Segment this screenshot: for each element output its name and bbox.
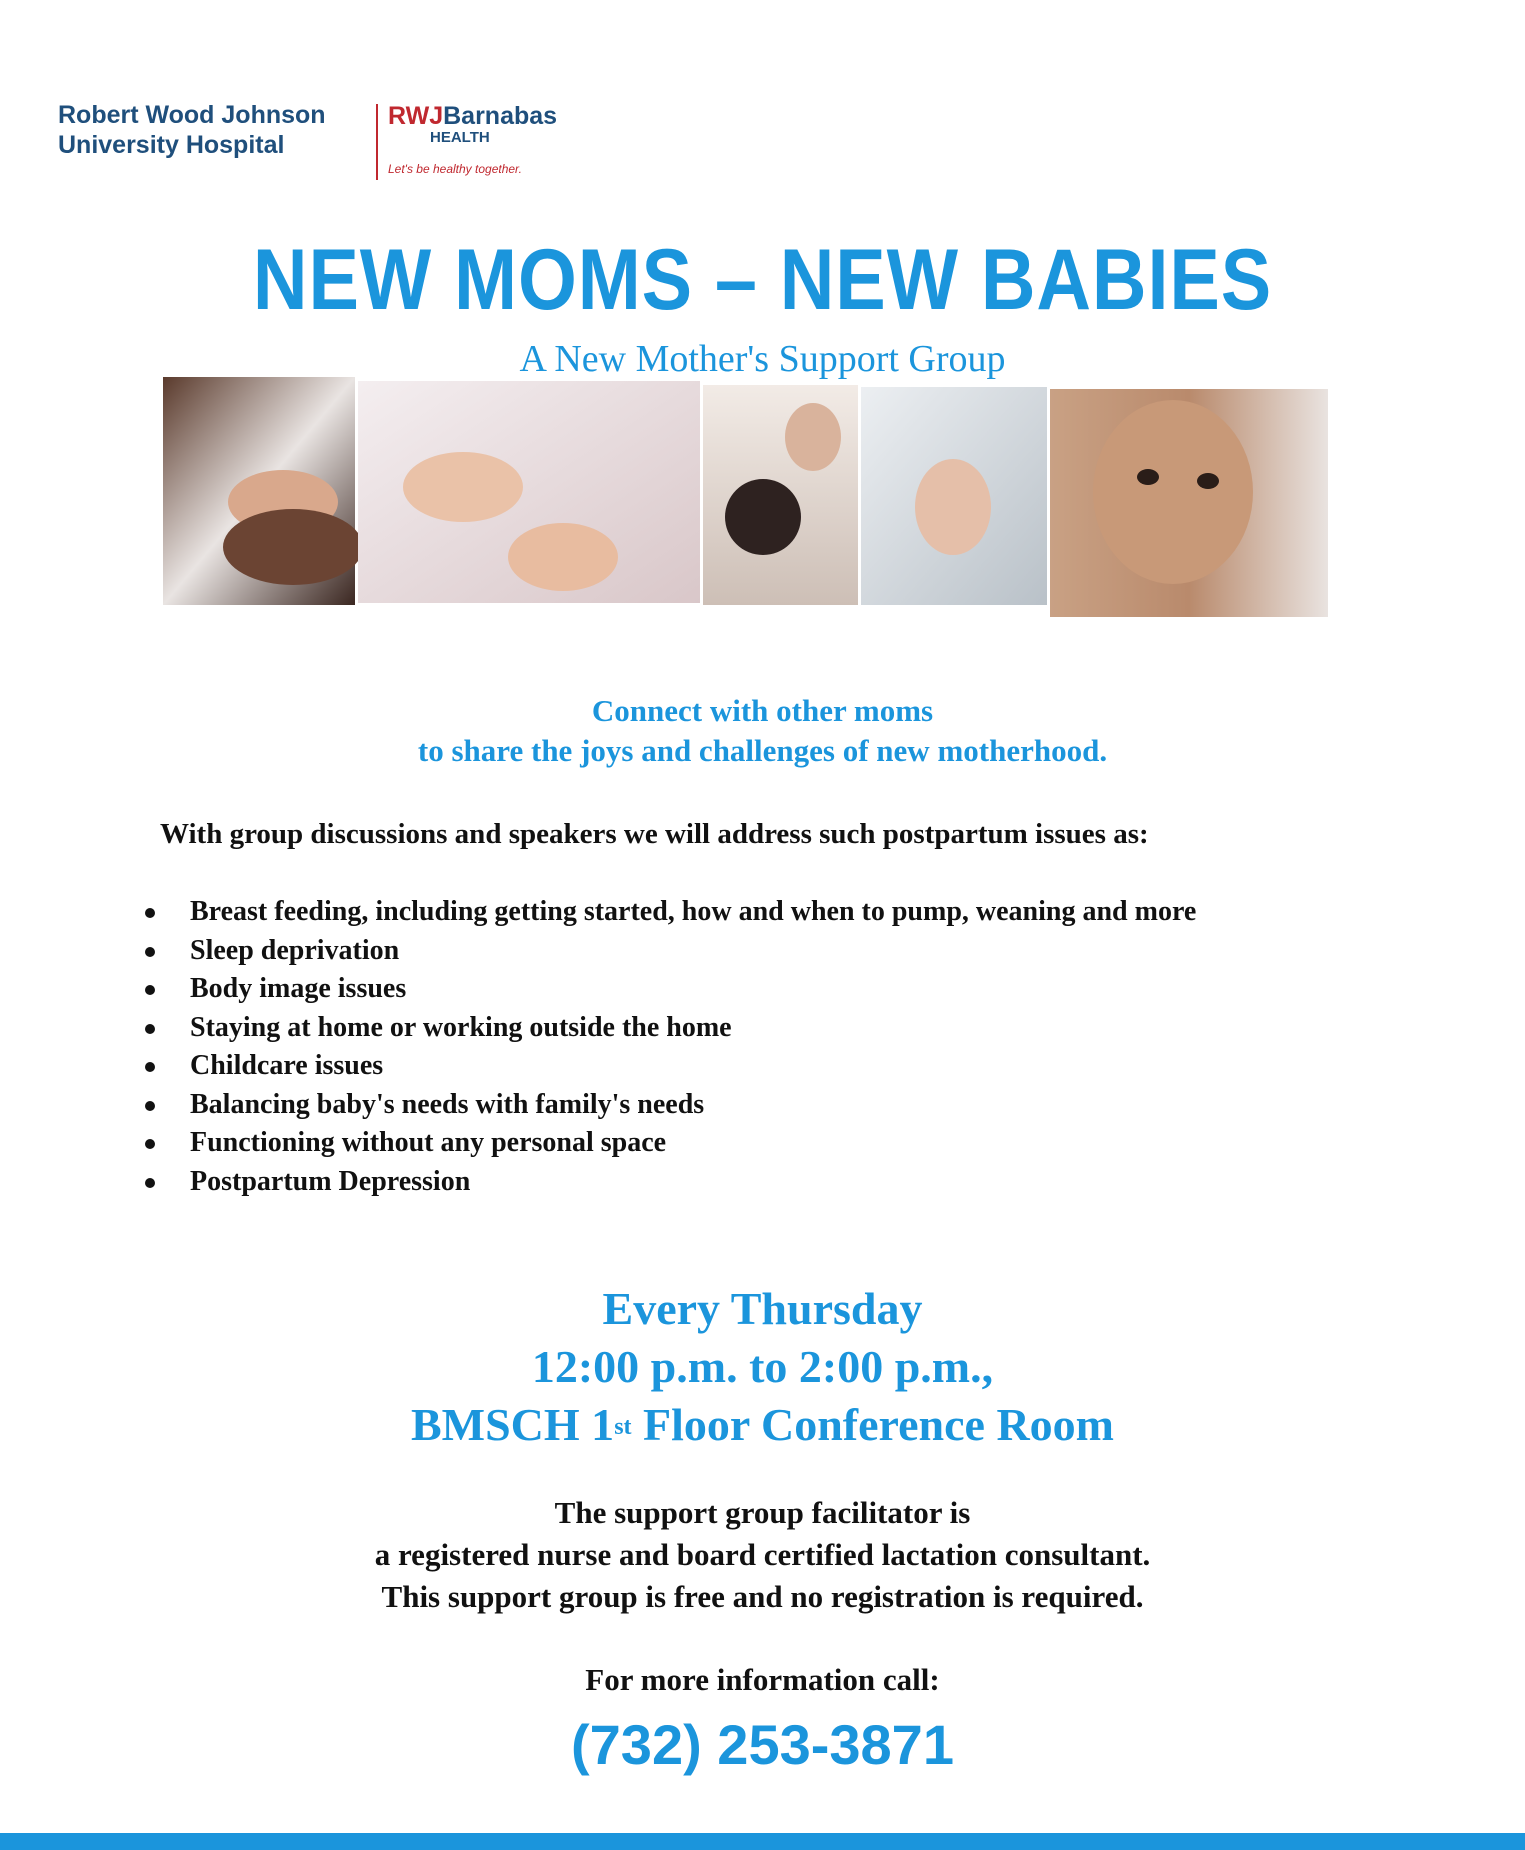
connect-line1: Connect with other moms [591,693,934,728]
facilitator-line2: a registered nurse and board certified lactation consultant. [374,1537,1151,1572]
list-item-text: Body image issues [190,973,407,1004]
issues-intro: With group discussions and speakers we will address such postpartum issues as: [160,818,1149,850]
logo-divider [376,104,378,180]
rwj-text: RWJ [388,102,444,130]
hospital-name [58,100,373,160]
list-item [140,1124,1440,1163]
rwjbarnabas-wordmark [388,102,588,130]
baby-face-photo [1050,389,1328,617]
facilitator-info [0,1492,1525,1618]
bullet-icon [145,947,155,957]
list-item-text: Sleep deprivation [190,934,400,966]
more-info-label: For more information call: [585,1662,940,1697]
mother-breastfeeding-photo [703,385,858,605]
rwjbarnabas-logo [388,102,588,176]
list-item-text: Childcare issues [190,1050,384,1081]
meeting-schedule [0,1280,1525,1454]
baby-foot-photo [861,387,1047,605]
location-prefix: BMSCH 1 [411,1399,615,1450]
list-item [140,932,1440,971]
logo-tagline: Let's be healthy together. [388,162,522,176]
location-ordinal: st [614,1414,632,1440]
bullet-icon [145,1178,155,1188]
baby-feet-on-blanket-photo [358,381,700,603]
list-item [140,1047,1440,1086]
facilitator-line3: This support group is free and no registration is required. [381,1579,1144,1614]
contact-phone: (732) 253-3871 [571,1713,954,1776]
facilitator-line1: The support group facilitator is [554,1495,971,1530]
health-text: HEALTH [430,129,490,146]
meeting-day: Every Thursday [602,1283,923,1334]
list-item [140,1163,1440,1202]
page-title: NEW MOMS – NEW BABIES [252,232,1273,328]
list-item-text: Breast feeding, including getting started, how and when to pump, weaning and more [190,896,1197,927]
issues-list [140,893,1440,1201]
location-suffix: Floor Conference Room [631,1399,1114,1450]
bullet-icon [145,1101,155,1111]
meeting-time: 12:00 p.m. to 2:00 p.m., [531,1341,994,1392]
list-item [140,893,1440,932]
connect-message [0,691,1525,771]
bullet-icon [145,1139,155,1149]
barnabas-text: Barnabas [443,102,558,130]
list-item [140,1086,1440,1125]
bullet-icon [145,1062,155,1072]
bullet-icon [145,1024,155,1034]
hospital-name-line2: University Hospital [58,131,285,159]
bottom-bar [0,1833,1525,1850]
list-item [140,1009,1440,1048]
page-subtitle: A New Mother's Support Group [519,338,1006,380]
meeting-location [0,1396,1525,1454]
hospital-name-line1: Robert Wood Johnson [58,101,326,129]
list-item-text: Balancing baby's needs with family's needs [190,1088,705,1120]
bullet-icon [145,908,155,918]
baby-hand-in-adult-hand-photo [163,377,363,605]
connect-line2: to share the joys and challenges of new motherhood. [417,733,1108,768]
list-item-text: Postpartum Depression [190,1165,471,1197]
bullet-icon [145,985,155,995]
list-item-text: Functioning without any personal space [190,1127,667,1158]
list-item-text: Staying at home or working outside the home [190,1011,732,1043]
photo-strip [163,377,1328,617]
list-item [140,970,1440,1009]
